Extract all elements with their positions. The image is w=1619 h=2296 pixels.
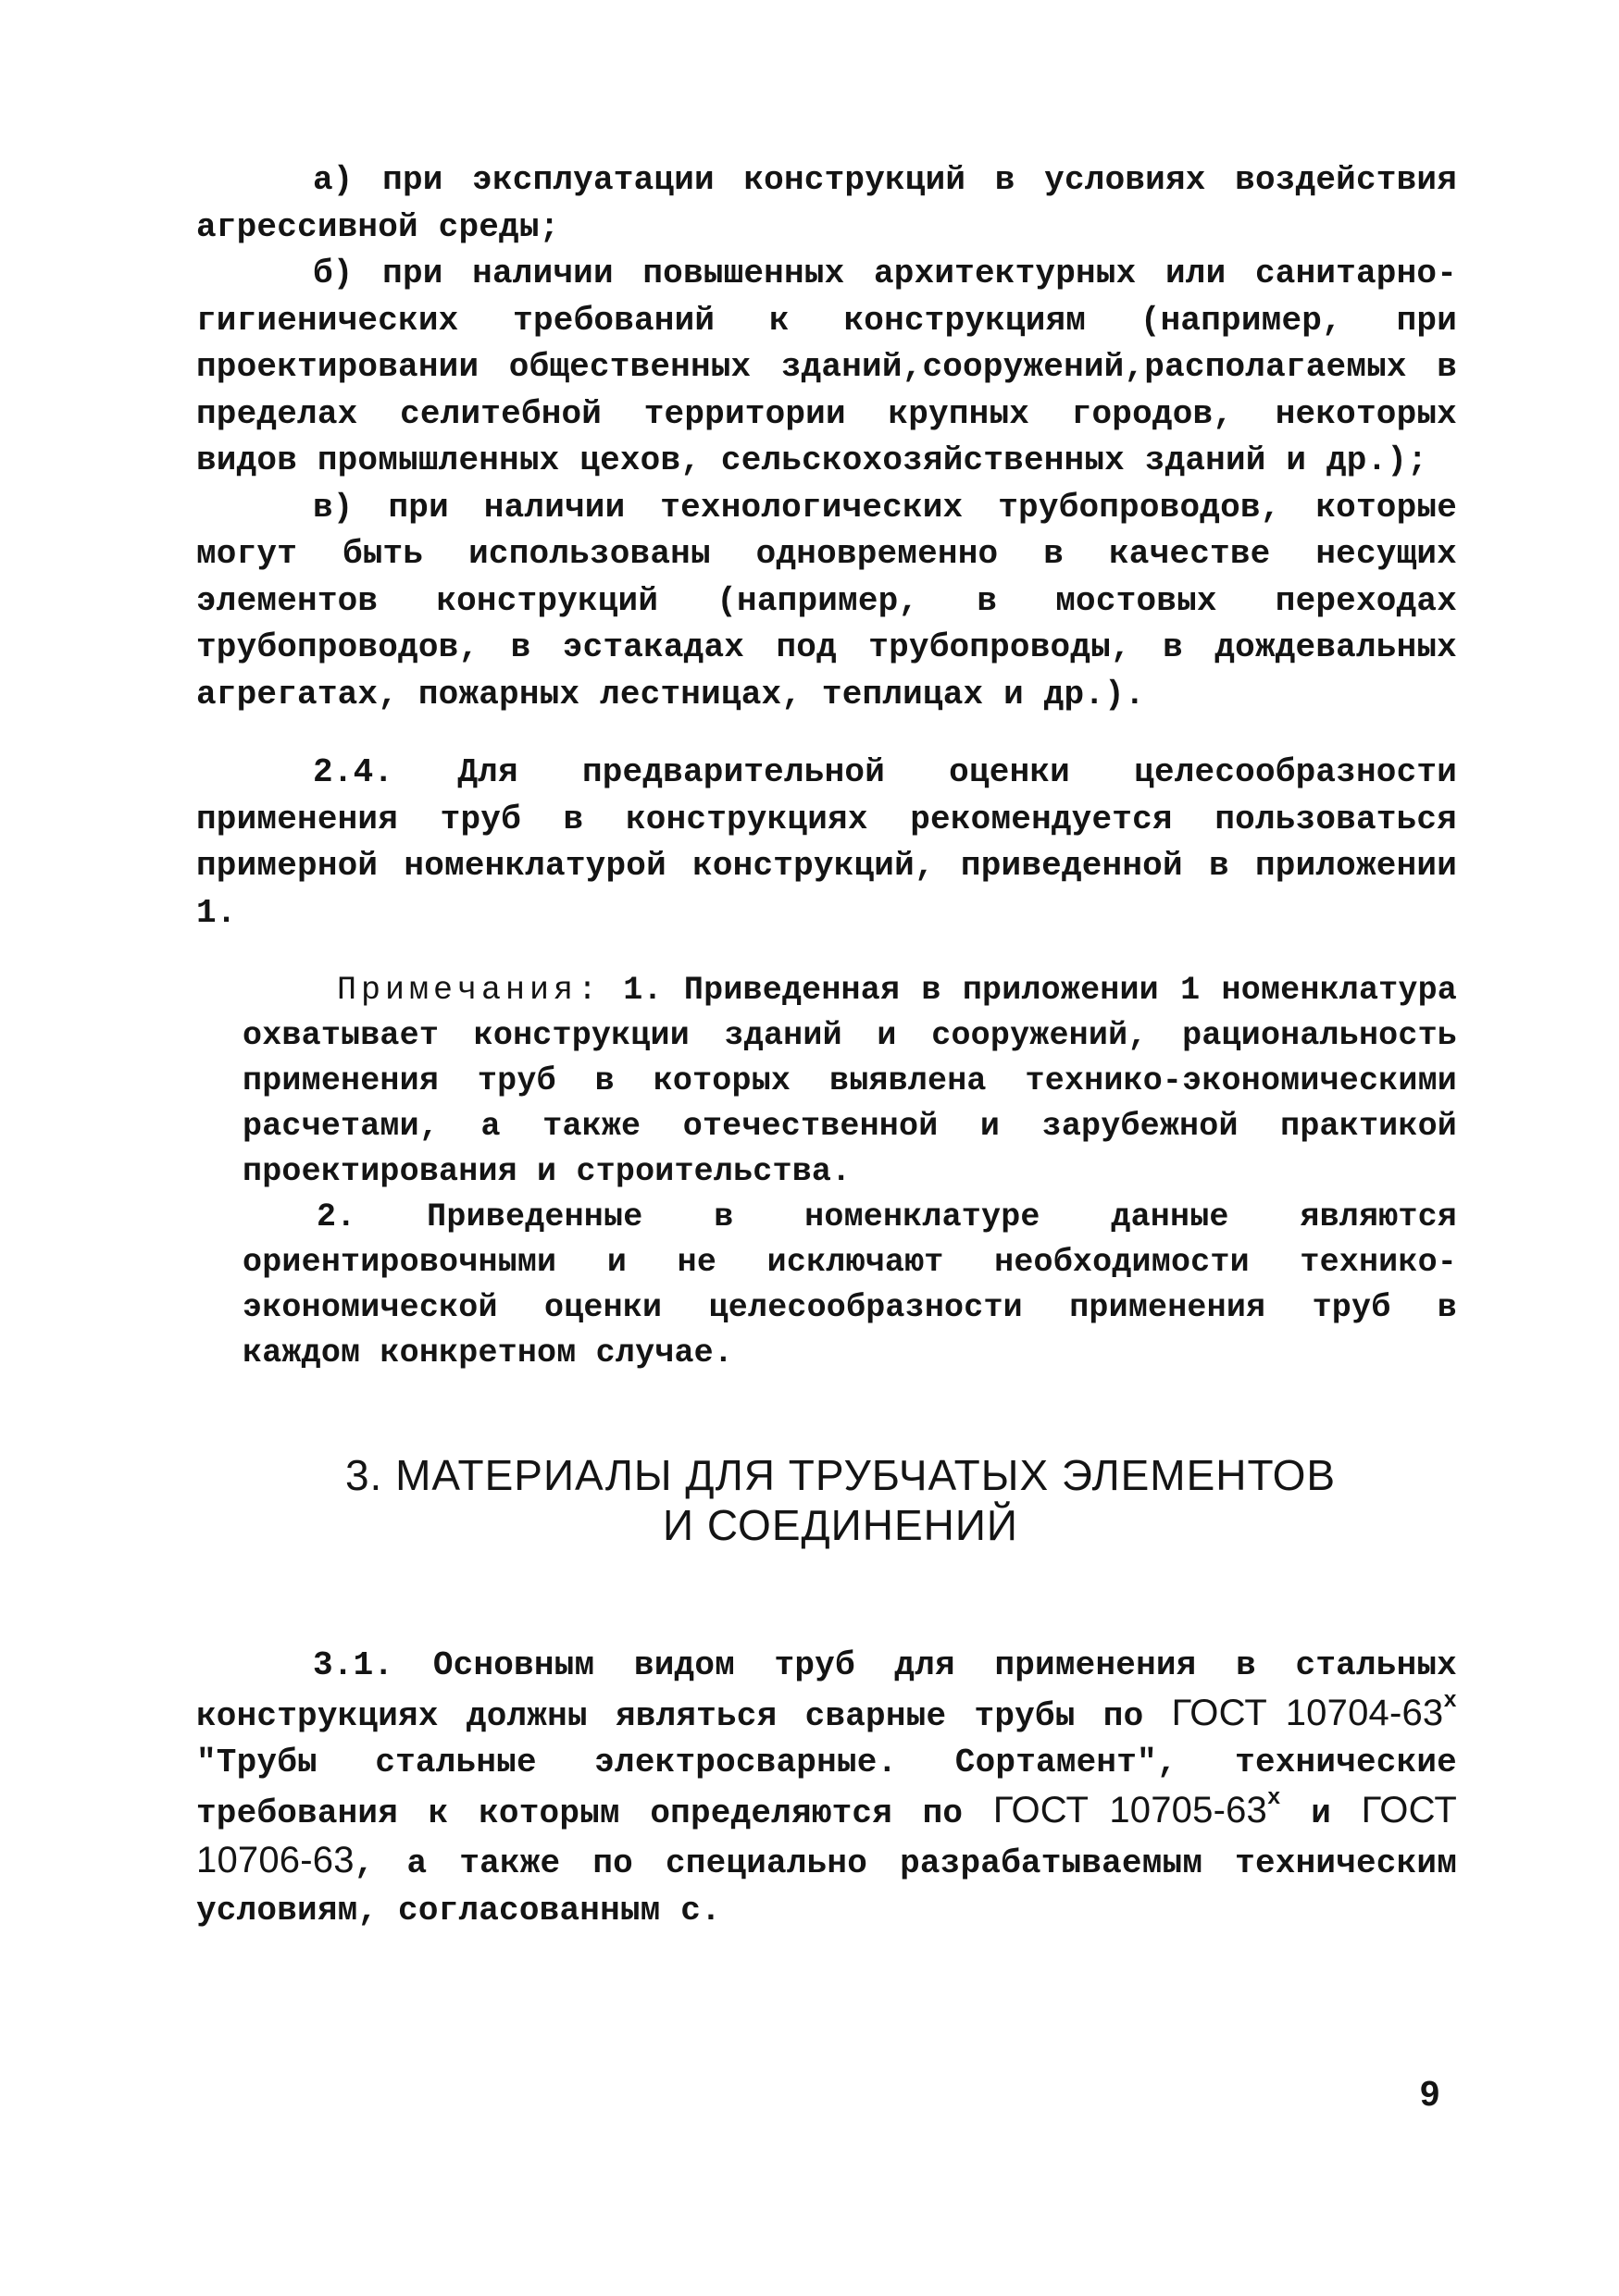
note-1-text: 1. Приведенная в приложении 1 номенклатура охватывает конструкции зданий и сооружений, рациональность применения труб в которых выявлена технико-экономическими расчетами, а также отечественной и зарубежной практикой проектирования и строительства.	[243, 972, 1457, 1190]
note-1	[243, 968, 1457, 1195]
clause-2-4-text: Для предварительной оценки целесообразности применения труб в конструкциях рекомендуется пользоваться примерной номенклатурой конструкций, приведенной в приложении 1.	[196, 753, 1457, 932]
list-item-b: б) при наличии повышенных архитектурных или санитарно-гигиенических требований к конструкциям (например, при проектировании общественных зданий,сооружений,располагаемых в пределах селитебной территории крупных городов, некоторых видов промышленных цехов, сельскохозяйственных зданий и др.);	[196, 254, 1457, 479]
clause-3-1-part-1: 3.1. Основным видом труб для применения в стальных конструкциях должны являться сварные трубы по	[196, 1646, 1457, 1735]
list-item-a: а) при эксплуатации конструкций в условиях воздействия агрессивной среды;	[196, 161, 1457, 246]
list-item-c: в) при наличии технологических трубопроводов, которые могут быть использованы одновременно в качестве несущих элементов конструкций (например, в мостовых переходах трубопроводов, в эстакадах под трубопроводы, в дождевальных агрегатах, пожарных лестницах, теплицах и др.).	[196, 488, 1457, 714]
section-3-heading	[196, 1450, 1457, 1550]
clause-3-1	[196, 1643, 1457, 1934]
section-heading-line-2: И СОЕДИНЕНИЙ	[663, 1501, 1018, 1549]
clause-2-4-number: 2.4.	[313, 753, 394, 791]
clause-3-1-part-2: "Трубы стальные электросварные. Сортамент", технические требования к которым определяются по	[196, 1744, 1457, 1832]
clause-3-1-part-3: и	[1280, 1793, 1362, 1832]
gost-reference-1: ГОСТ 10704-63	[1171, 1692, 1444, 1733]
clause-2-4	[196, 750, 1457, 937]
gost-reference-2: ГОСТ 10705-63	[992, 1789, 1267, 1831]
clause-3-1-part-4: , а также по специально разрабатываемым техническим условиям, согласованным с.	[196, 1844, 1457, 1930]
notes-block	[243, 968, 1457, 1376]
superscript-2: х	[1266, 1785, 1281, 1811]
page-number: 9	[1420, 2075, 1440, 2114]
section-heading-line-1: 3. МАТЕРИАЛЫ ДЛЯ ТРУБЧАТЫХ ЭЛЕМЕНТОВ	[344, 1451, 1337, 1499]
notes-label: Примечания:	[337, 972, 603, 1009]
document-page	[196, 157, 1457, 1934]
gost-reference-3: ГОСТ 10706-63	[196, 1789, 1457, 1880]
note-2: 2. Приведенные в номенклатуре данные являются ориентировочными и не исключают необходимости технико-экономической оценки целесообразности применения труб в каждом конкретном случае.	[243, 1198, 1457, 1371]
superscript-1: х	[1443, 1688, 1457, 1714]
